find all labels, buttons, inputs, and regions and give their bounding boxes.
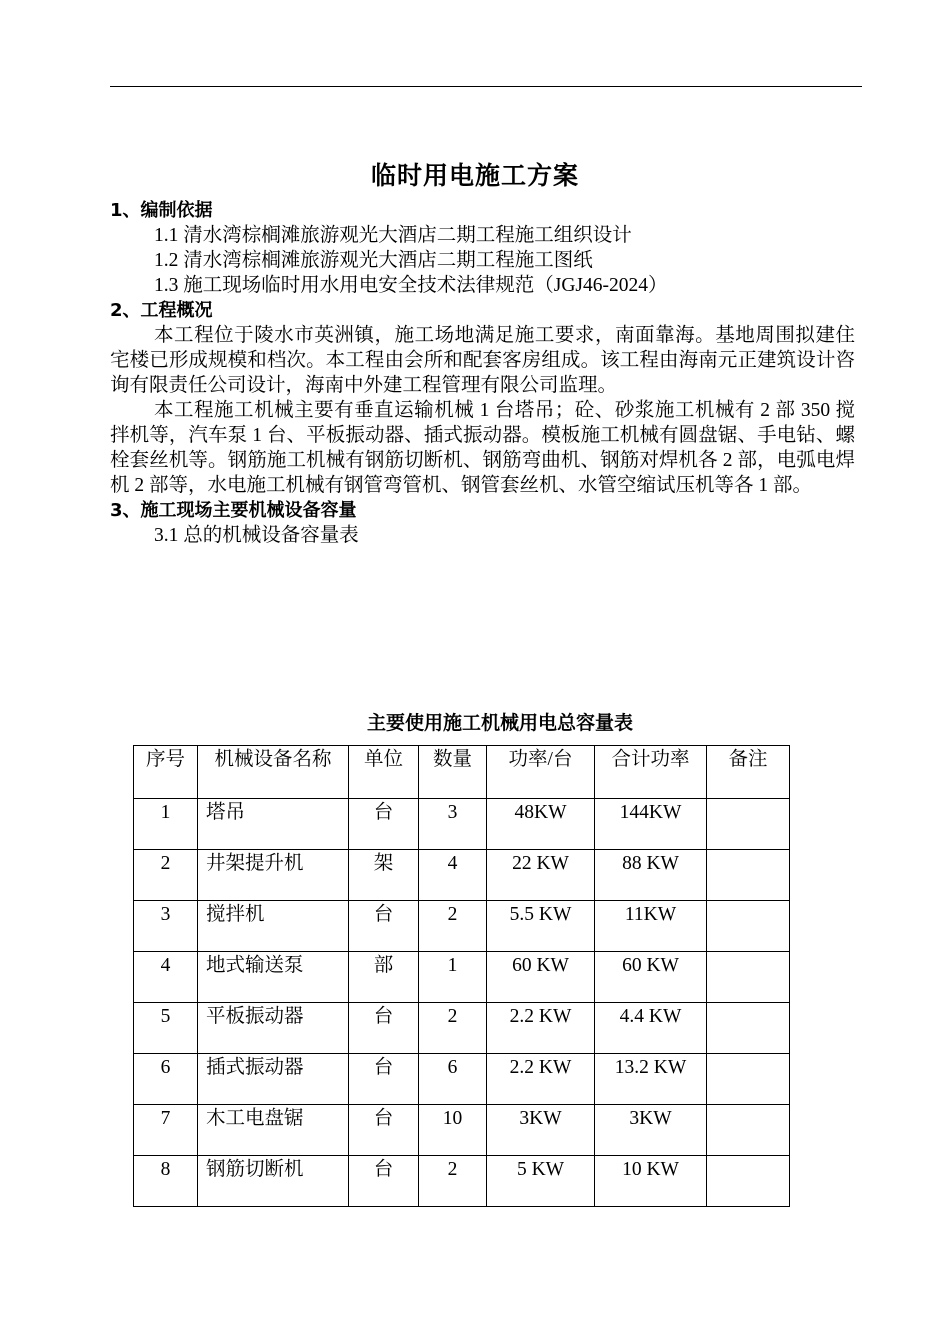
table-row bbox=[134, 1156, 790, 1207]
cell-remarks bbox=[707, 799, 790, 850]
cell-quantity: 2 bbox=[419, 1156, 487, 1207]
overview-paragraph-2: 本工程施工机械主要有垂直运输机械 1 台塔吊；砼、砂浆施工机械有 2 部 350 搅拌机等，汽车泵 1 台、平板振动器、插式振动器。模板施工机械有圆盘锯、手电钻、螺栓套丝机等。钢筋施工机械有钢筋切断机、钢筋弯曲机、钢筋对焊机各 2 部，电弧电焊机 2 部等，水电施工机械有钢管弯管机、钢管套丝机、水管空缩试压机等各 1 部。 bbox=[110, 400, 855, 496]
cell-quantity: 6 bbox=[419, 1054, 487, 1105]
cell-equipment-name: 地式输送泵 bbox=[198, 952, 349, 1003]
cell-remarks bbox=[707, 1105, 790, 1156]
cell-quantity: 1 bbox=[419, 952, 487, 1003]
cell-unit: 部 bbox=[349, 952, 419, 1003]
cell-total-power: 60 KW bbox=[595, 952, 707, 1003]
header-unit: 单位 bbox=[349, 746, 419, 799]
cell-index: 4 bbox=[134, 952, 198, 1003]
header-total-power: 合计功率 bbox=[595, 746, 707, 799]
cell-unit: 架 bbox=[349, 850, 419, 901]
document-body bbox=[110, 198, 855, 548]
capacity-table-label: 3.1 总的机械设备容量表 bbox=[154, 525, 359, 546]
cell-equipment-name: 平板振动器 bbox=[198, 1003, 349, 1054]
cell-remarks bbox=[707, 1156, 790, 1207]
cell-power-per-unit: 2.2 KW bbox=[487, 1003, 595, 1054]
table-row bbox=[134, 952, 790, 1003]
table-row bbox=[134, 901, 790, 952]
header-equipment-name: 机械设备名称 bbox=[198, 746, 349, 799]
cell-index: 7 bbox=[134, 1105, 198, 1156]
cell-equipment-name: 塔吊 bbox=[198, 799, 349, 850]
cell-total-power: 10 KW bbox=[595, 1156, 707, 1207]
cell-equipment-name: 木工电盘锯 bbox=[198, 1105, 349, 1156]
table-row bbox=[134, 1003, 790, 1054]
cell-equipment-name: 插式振动器 bbox=[198, 1054, 349, 1105]
cell-quantity: 10 bbox=[419, 1105, 487, 1156]
cell-power-per-unit: 22 KW bbox=[487, 850, 595, 901]
cell-quantity: 3 bbox=[419, 799, 487, 850]
cell-unit: 台 bbox=[349, 1105, 419, 1156]
cell-total-power: 11KW bbox=[595, 901, 707, 952]
table-row bbox=[134, 1105, 790, 1156]
table-row bbox=[134, 1054, 790, 1105]
header-rule bbox=[110, 86, 862, 87]
cell-index: 5 bbox=[134, 1003, 198, 1054]
header-remarks: 备注 bbox=[707, 746, 790, 799]
cell-quantity: 2 bbox=[419, 1003, 487, 1054]
cell-power-per-unit: 3KW bbox=[487, 1105, 595, 1156]
cell-unit: 台 bbox=[349, 1054, 419, 1105]
table-row bbox=[134, 799, 790, 850]
table-caption: 主要使用施工机械用电总容量表 bbox=[366, 712, 633, 734]
cell-quantity: 2 bbox=[419, 901, 487, 952]
cell-remarks bbox=[707, 850, 790, 901]
cell-unit: 台 bbox=[349, 1003, 419, 1054]
cell-quantity: 4 bbox=[419, 850, 487, 901]
header-quantity: 数量 bbox=[419, 746, 487, 799]
cell-power-per-unit: 5 KW bbox=[487, 1156, 595, 1207]
cell-unit: 台 bbox=[349, 901, 419, 952]
cell-unit: 台 bbox=[349, 799, 419, 850]
cell-total-power: 88 KW bbox=[595, 850, 707, 901]
cell-index: 8 bbox=[134, 1156, 198, 1207]
cell-unit: 台 bbox=[349, 1156, 419, 1207]
cell-index: 2 bbox=[134, 850, 198, 901]
equipment-capacity-table bbox=[133, 745, 790, 1207]
cell-remarks bbox=[707, 952, 790, 1003]
cell-remarks bbox=[707, 1003, 790, 1054]
cell-remarks bbox=[707, 1054, 790, 1105]
cell-total-power: 3KW bbox=[595, 1105, 707, 1156]
header-power-per-unit: 功率/台 bbox=[487, 746, 595, 799]
table-row bbox=[134, 850, 790, 901]
cell-equipment-name: 钢筋切断机 bbox=[198, 1156, 349, 1207]
cell-power-per-unit: 5.5 KW bbox=[487, 901, 595, 952]
section-2-heading: 2、工程概况 bbox=[110, 300, 213, 321]
section-3-heading: 3、施工现场主要机械设备容量 bbox=[110, 500, 357, 521]
cell-index: 6 bbox=[134, 1054, 198, 1105]
basis-item-2: 1.2 清水湾棕榈滩旅游观光大酒店二期工程施工图纸 bbox=[154, 250, 593, 271]
overview-paragraph-1: 本工程位于陵水市英洲镇，施工场地满足施工要求，南面靠海。基地周围拟建住宅楼已形成规模和档次。本工程由会所和配套客房组成。该工程由海南元正建筑设计咨询有限责任公司设计，海南中外建工程管理有限公司监理。 bbox=[110, 325, 855, 396]
basis-item-3: 1.3 施工现场临时用水用电安全技术法律规范（JGJ46-2024） bbox=[154, 275, 668, 296]
document-title: 临时用电施工方案 bbox=[370, 161, 579, 190]
cell-total-power: 144KW bbox=[595, 799, 707, 850]
basis-item-1: 1.1 清水湾棕榈滩旅游观光大酒店二期工程施工组织设计 bbox=[154, 225, 632, 246]
cell-equipment-name: 搅拌机 bbox=[198, 901, 349, 952]
cell-power-per-unit: 60 KW bbox=[487, 952, 595, 1003]
cell-power-per-unit: 2.2 KW bbox=[487, 1054, 595, 1105]
cell-power-per-unit: 48KW bbox=[487, 799, 595, 850]
table-header-row bbox=[134, 746, 790, 799]
cell-remarks bbox=[707, 901, 790, 952]
cell-total-power: 13.2 KW bbox=[595, 1054, 707, 1105]
cell-index: 1 bbox=[134, 799, 198, 850]
cell-total-power: 4.4 KW bbox=[595, 1003, 707, 1054]
section-1-heading: 1、编制依据 bbox=[110, 200, 213, 221]
header-index: 序号 bbox=[134, 746, 198, 799]
cell-equipment-name: 井架提升机 bbox=[198, 850, 349, 901]
cell-index: 3 bbox=[134, 901, 198, 952]
